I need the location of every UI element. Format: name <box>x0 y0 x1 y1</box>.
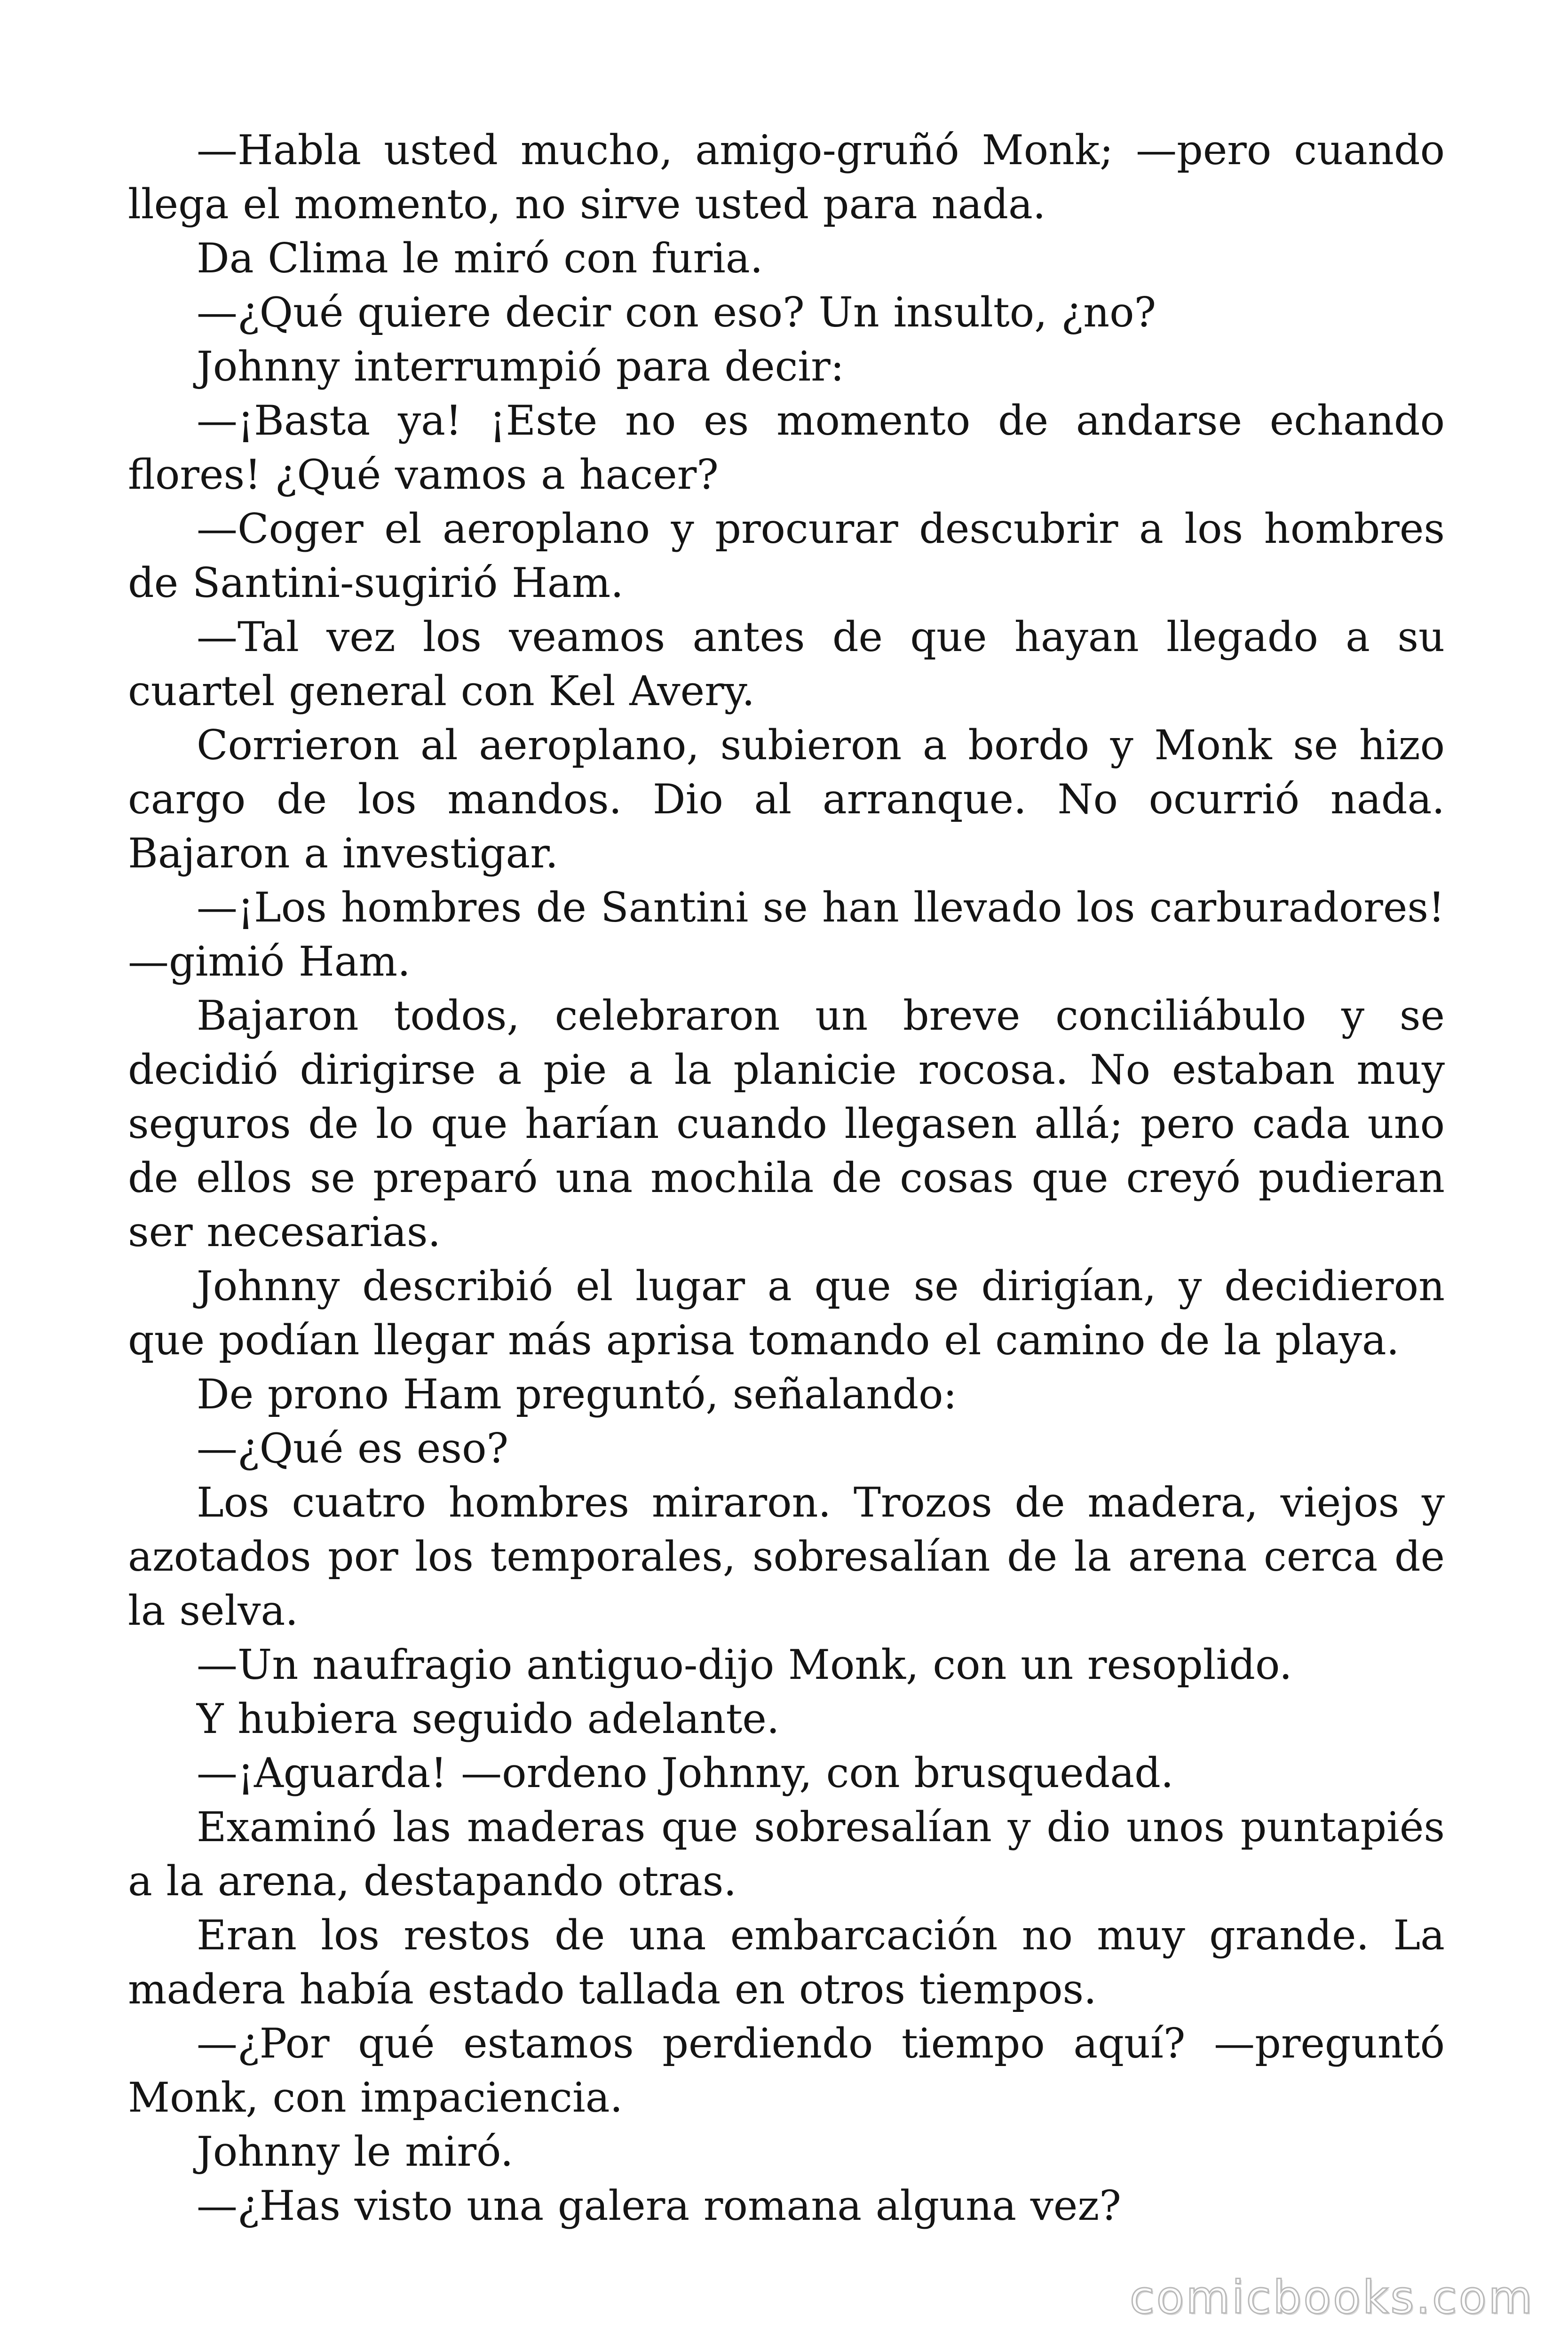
paragraph: —¿Qué es eso? <box>197 1424 509 1472</box>
paragraph: —¿Qué quiere decir con eso? Un insulto, ¿no? <box>197 288 1156 336</box>
paragraph: Los cuatro hombres miraron. Trozos de madera, viejos y azotados por los temporales, sobresalían de la arena cerca de la selva. <box>128 1478 1445 1635</box>
watermark: comicbooks.com <box>1129 2271 1534 2324</box>
paragraph: De prono Ham preguntó, señalando: <box>197 1370 957 1418</box>
paragraph: —Habla usted mucho, amigo-gruñó Monk; —pero cuando llega el momento, no sirve usted para nada. <box>128 126 1445 228</box>
paragraph: —¡Aguarda! —ordeno Johnny, con brusquedad. <box>197 1749 1174 1797</box>
paragraph: —Coger el aeroplano y procurar descubrir a los hombres de Santini-sugirió Ham. <box>128 505 1445 607</box>
page-text <box>128 123 1445 2233</box>
paragraph: Bajaron todos, celebraron un breve conciliábulo y se decidió dirigirse a pie a la planicie rocosa. No estaban muy seguros de lo que harían cuando llegasen allá; pero cada uno de ellos se preparó una mochila de cosas que creyó pudieran ser necesarias. <box>128 992 1445 1256</box>
paragraph: —¡Basta ya! ¡Este no es momento de andarse echando flores! ¿Qué vamos a hacer? <box>128 397 1445 499</box>
paragraph: Johnny le miró. <box>197 2128 514 2176</box>
paragraph: —¡Los hombres de Santini se han llevado los carburadores! —gimió Ham. <box>128 883 1445 985</box>
paragraph: Corrieron al aeroplano, subieron a bordo y Monk se hizo cargo de los mandos. Dio al arranque. No ocurrió nada. Bajaron a investigar. <box>128 721 1445 877</box>
paragraph: —Tal vez los veamos antes de que hayan llegado a su cuartel general con Kel Avery. <box>128 613 1445 715</box>
paragraph: Y hubiera seguido adelante. <box>197 1695 780 1743</box>
paragraph: Johnny describió el lugar a que se dirigían, y decidieron que podían llegar más aprisa tomando el camino de la playa. <box>128 1262 1445 1364</box>
paragraph: Johnny interrumpió para decir: <box>197 342 845 390</box>
paragraph: Examinó las maderas que sobresalían y dio unos puntapiés a la arena, destapando otras. <box>128 1803 1445 1905</box>
paragraph: Da Clima le miró con furia. <box>197 234 763 282</box>
paragraph: —¿Has visto una galera romana alguna vez? <box>197 2182 1121 2230</box>
paragraph: Eran los restos de una embarcación no muy grande. La madera había estado tallada en otros tiempos. <box>128 1911 1445 2013</box>
paragraph: —¿Por qué estamos perdiendo tiempo aquí? —preguntó Monk, con impaciencia. <box>128 2019 1445 2122</box>
paragraph: —Un naufragio antiguo-dijo Monk, con un resoplido. <box>197 1641 1292 1689</box>
